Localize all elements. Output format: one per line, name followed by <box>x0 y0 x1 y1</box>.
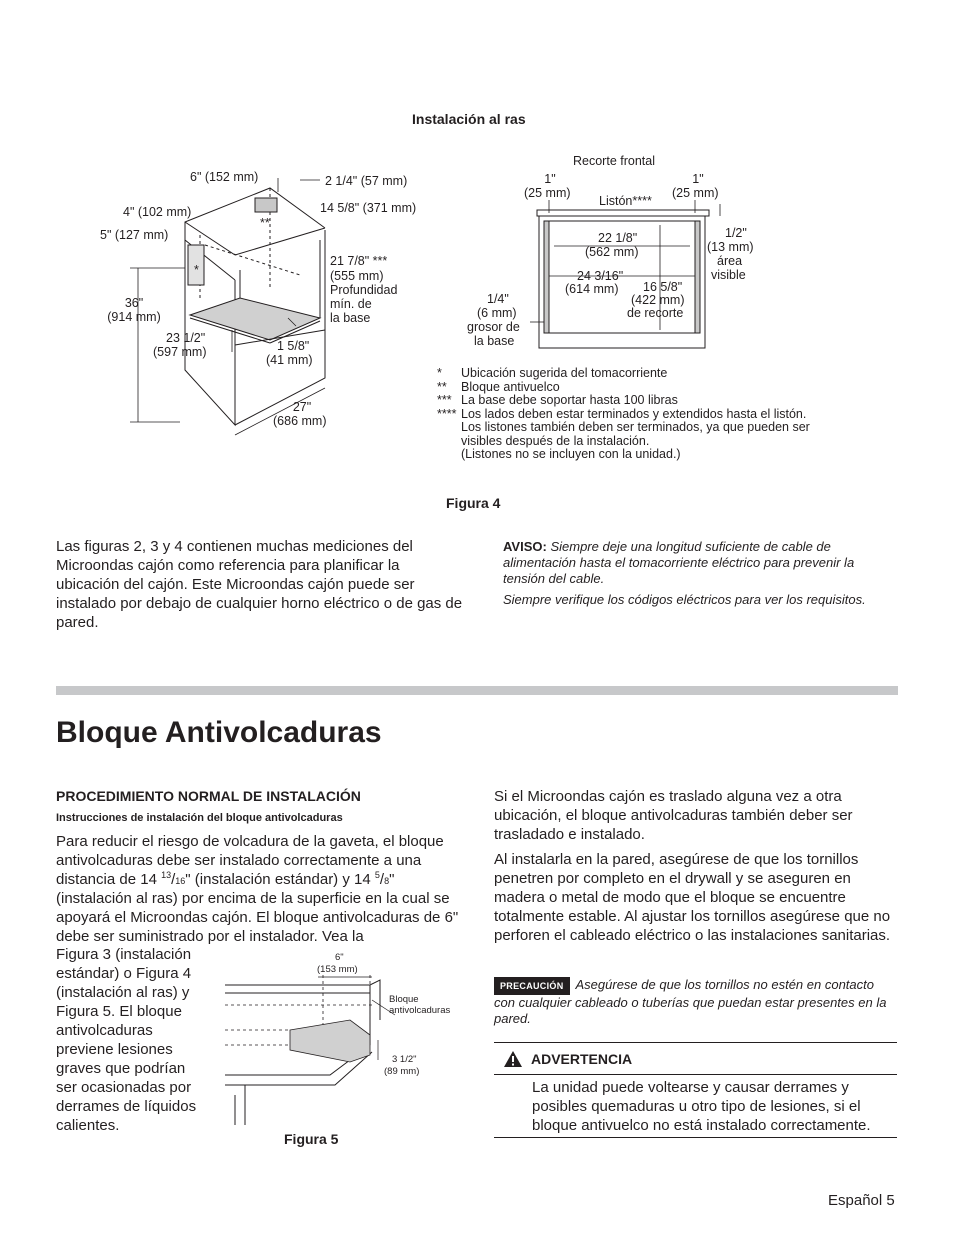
precaucion-note <box>494 977 894 1027</box>
recorte-frontal-label: Recorte frontal <box>573 154 655 168</box>
note-mark: **** <box>437 406 457 421</box>
dim-36in-mm: (914 mm) <box>107 310 161 324</box>
narrow-line: antivolcaduras <box>56 1022 153 1039</box>
narrow-line: Figura 5. El bloque <box>56 1003 182 1020</box>
dim-23-1-2in: 23 1/2" <box>166 331 206 345</box>
note-text: Ubicación sugerida del tomacorriente <box>461 366 668 380</box>
frac2-den: 8 <box>384 876 390 886</box>
dim-1-2in: 1/2" <box>725 226 747 240</box>
dim-depth-label-2: mín. de <box>330 297 372 311</box>
fig5-block-label-2: antivolcaduras <box>389 1005 451 1016</box>
dim-16-5-8in-mm: (422 mm) <box>631 293 685 307</box>
dim-1in-right-mm: (25 mm) <box>672 186 719 200</box>
section-title: Bloque Antivolcaduras <box>56 716 382 749</box>
dim-1-5-8in-mm: (41 mm) <box>266 353 313 367</box>
note-mark: ** <box>437 379 447 394</box>
dim-21-7-8in-mm: (555 mm) <box>330 269 384 283</box>
figure5-caption: Figura 5 <box>284 1131 339 1147</box>
dim-cutout-label: de recorte <box>627 306 684 320</box>
base-thickness-label: grosor de <box>467 320 520 334</box>
dim-24-3-16in-mm: (614 mm) <box>565 282 619 296</box>
dim-6in: 6" (152 mm) <box>190 170 259 184</box>
dim-1in-left-mm: (25 mm) <box>524 186 571 200</box>
fig5-dim-6in: 6" <box>335 952 344 963</box>
note-text: La base debe soportar hasta 100 libras <box>461 393 678 407</box>
dim-1-4in-mm: (6 mm) <box>477 306 517 320</box>
dim-27in-mm: (686 mm) <box>273 414 327 428</box>
dim-22-1-8in-mm: (562 mm) <box>585 245 639 259</box>
narrow-line: Figura 3 (instalación <box>56 946 192 963</box>
advertencia-divider <box>494 1074 897 1075</box>
figure4-caption: Figura 4 <box>446 495 501 511</box>
note-text: Los lados deben estar terminados y extendidos hasta el listón. <box>461 406 807 421</box>
dim-27in: 27" <box>292 400 312 414</box>
frac2-num: 5 <box>374 870 380 880</box>
advertencia-box <box>494 1042 897 1138</box>
base-thickness-label-2: la base <box>474 334 515 348</box>
dim-36in: 36" <box>124 296 144 310</box>
advertencia-text: La unidad puede voltearse y causar derrames y posibles quemaduras u otro tipo de lesiones, si el bloque antivuelco no está instalado correctamente. <box>532 1079 871 1134</box>
precaucion-badge: PRECAUCIÓN <box>494 977 570 995</box>
para-part-c: " (instalación al ras) por encima de la superficie en la cual se apoyará el Microondas cajón. El bloque antivolcaduras de 6" debe ser suministrado por el instalador. Vea la <box>56 871 459 945</box>
anti-tip-mark: ** <box>260 216 270 230</box>
advertencia-header <box>504 1051 632 1074</box>
dim-1-5-8in: 1 5/8" <box>277 339 310 353</box>
section-subsubtitle: Instrucciones de instalación del bloque antivolcaduras <box>56 812 343 824</box>
dim-4in: 4" (102 mm) <box>123 205 192 219</box>
section-subtitle: PROCEDIMIENTO NORMAL DE INSTALACIÓN <box>56 788 361 804</box>
para-part-a: Para reducir el riesgo de volcadura de la gaveta, el bloque antivolcaduras debe ser instalado correctamente a una distancia de 14 <box>56 833 444 888</box>
narrow-line: calientes. <box>56 1117 120 1134</box>
fig5-dim-3-1-2in-mm: (89 mm) <box>384 1066 420 1077</box>
intro-paragraph: Las figuras 2, 3 y 4 contienen muchas mediciones del Microondas cajón como referencia para planificar la ubicación del cajón. Este Microondas cajón puede ser instalado por debajo de cualquier horno eléctrico o de gas de pared. <box>56 538 463 631</box>
dim-1in-left: 1" <box>544 172 556 186</box>
note-text: (Listones no se incluyen con la unidad.) <box>461 447 681 461</box>
instructions-paragraph: Para reducir el riesgo de volcadura de la gaveta, el bloque antivolcaduras debe ser instalado correctamente a una distancia de 14 $^{13}$/16" (instalación estándar) y 14 $^5$/8" (instalación al ras) por encima de la superficie en la cual se apoyará el Microondas cajón. El bloque antivolcaduras de 6" debe ser suministrado por el instalador. Vea la <box>56 833 459 945</box>
dim-depth-label-3: la base <box>330 311 371 325</box>
warning-triangle-icon <box>504 1051 522 1067</box>
advertencia-title: ADVERTENCIA <box>531 1051 633 1067</box>
dim-21-7-8in: 21 7/8" *** <box>330 254 388 268</box>
relocation-paragraph: Si el Microondas cajón es traslado alguna vez a otra ubicación, el bloque antivolcaduras también deber ser trasladado e instalado. <box>494 788 853 843</box>
note-mark: *** <box>437 393 452 407</box>
dim-14-5-8in: 14 5/8" (371 mm) <box>320 201 417 215</box>
dim-5in: 5" (127 mm) <box>100 228 169 242</box>
dim-22-1-8in: 22 1/8" <box>598 231 638 245</box>
narrow-line: ser ocasionadas por <box>56 1079 192 1096</box>
fig5-dim-6in-mm: (153 mm) <box>317 964 358 975</box>
visible-area-label-2: visible <box>711 268 746 282</box>
fig5-dim-3-1-2in: 3 1/2" <box>392 1054 417 1065</box>
narrow-line: previene lesiones <box>56 1041 173 1058</box>
dim-1-4in: 1/4" <box>487 292 509 306</box>
fig5-block-label: Bloque <box>389 994 419 1005</box>
page-number: Español 5 <box>828 1192 895 1209</box>
note-text: visibles después de la instalación. <box>461 433 650 448</box>
aviso-label: AVISO: <box>503 539 547 554</box>
narrow-line: graves que podrían <box>56 1060 186 1077</box>
dim-16-5-8in: 16 5/8" <box>643 280 683 294</box>
wall-install-paragraph: Al instalarla en la pared, asegúrese de que los tornillos penetren por completo en el drywall y se aseguren en madera o metal de modo que el bloque se encuentre totalmente estable. Al ajustar los tornillos asegúrese que no perforen el cableado eléctrico o las instalaciones sanitarias. <box>494 851 891 944</box>
precaucion-text: Asegúrese de que los tornillos no estén en contacto con cualquier cableado o tuberías que puedan estar presentes en la pared. <box>494 977 887 1026</box>
frac1-den: 16 <box>175 876 186 886</box>
aviso-text: Siempre deje una longitud suficiente de cable de alimentación hasta el tomacorriente eléctrico para prevenir la tensión del cable. <box>503 539 855 586</box>
dim-1in-right: 1" <box>692 172 704 186</box>
narrow-line: estándar) o Figura 4 <box>56 965 192 982</box>
narrow-line: (instalación al ras) y <box>56 984 190 1001</box>
outlet-mark: * <box>194 263 199 277</box>
aviso-text-2: Siempre verifique los códigos eléctricos para ver los requisitos. <box>503 592 866 607</box>
dim-depth-label: Profundidad <box>330 283 398 297</box>
note-mark: * <box>437 366 442 380</box>
dim-1-2in-mm: (13 mm) <box>707 240 754 254</box>
narrow-line: derrames de líquidos <box>56 1098 197 1115</box>
visible-area-label: área <box>717 254 743 268</box>
note-text: Los listones también deben ser terminados, ya que pueden ser <box>461 420 810 434</box>
dim-23-1-2in-mm: (597 mm) <box>153 345 207 359</box>
liston-label: Listón**** <box>599 194 652 208</box>
para-part-b: " (instalación estándar) y 14 <box>185 871 375 888</box>
dim-24-3-16in: 24 3/16" <box>577 269 624 283</box>
dim-2-1-4in: 2 1/4" (57 mm) <box>325 174 408 188</box>
figure4-title: Instalación al ras <box>412 111 526 127</box>
frac1-num: 13 <box>161 870 172 880</box>
note-text: Bloque antivuelco <box>461 379 560 394</box>
